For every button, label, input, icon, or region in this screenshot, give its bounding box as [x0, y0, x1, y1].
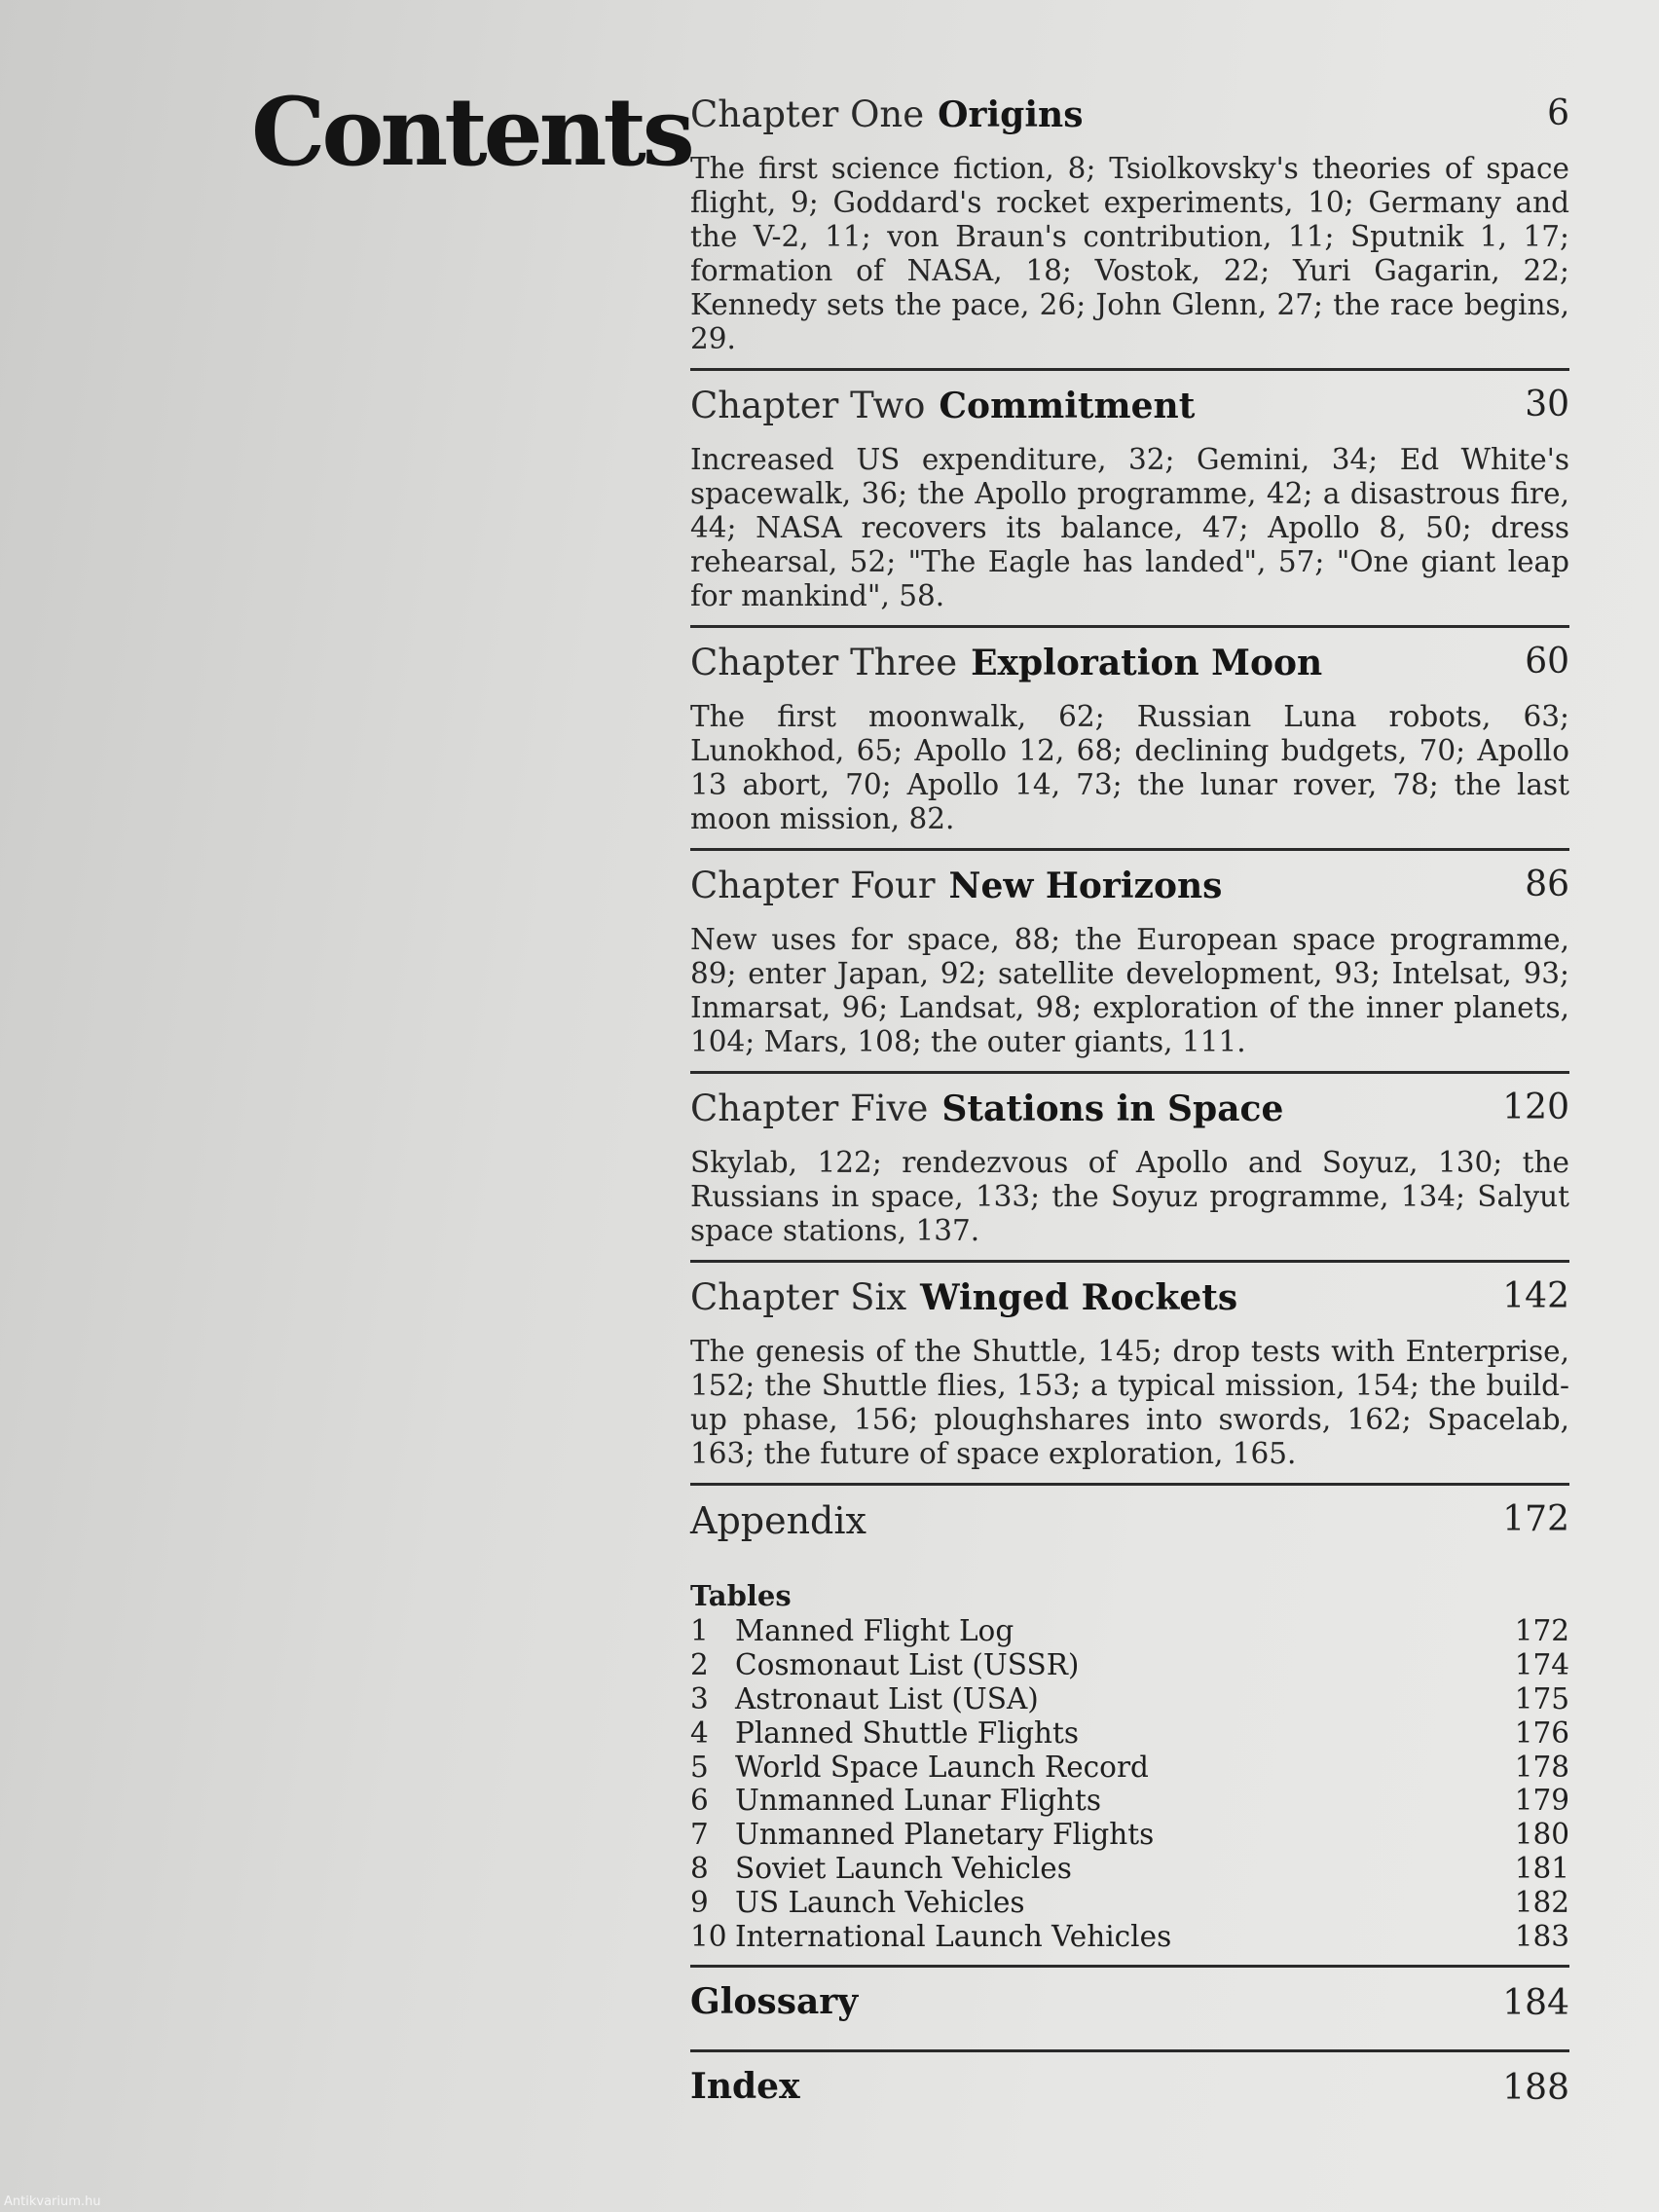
- table-row: [690, 1614, 1569, 1648]
- table-number: 8: [690, 1851, 709, 1885]
- chapter-label: Chapter Four: [690, 865, 936, 906]
- chapter-description: The genesis of the Shuttle, 145; drop tests with Enterprise, 152; the Shuttle flies, 153; a typical mission, 154; the build-up phase, 156; ploughshares into swords, 162; Spacelab, 163; the future of space exploration, 165.: [690, 1335, 1569, 1470]
- table-page: 179: [1514, 1784, 1569, 1818]
- chapter-heading: [690, 93, 1569, 152]
- section-divider: [690, 1965, 1569, 1968]
- chapter-title: Exploration Moon: [971, 643, 1323, 683]
- table-page: 180: [1514, 1818, 1569, 1852]
- glossary-entry: [690, 1981, 1569, 2038]
- chapter-page: 30: [1525, 385, 1569, 424]
- chapter-heading: [690, 385, 1569, 443]
- chapter-entry: [690, 642, 1569, 851]
- section-divider: [690, 1483, 1569, 1486]
- chapter-title: Origins: [938, 94, 1084, 135]
- table-row: [690, 1715, 1569, 1750]
- table-number: 4: [690, 1715, 709, 1750]
- section-divider: [690, 1260, 1569, 1263]
- table-row: [690, 1750, 1569, 1784]
- table-row: [690, 1784, 1569, 1818]
- watermark: Antikvarium.hu: [4, 2194, 101, 2209]
- appendix-page: 172: [1502, 1499, 1569, 1539]
- chapter-list: [690, 93, 1569, 1486]
- table-name: Astronaut List (USA): [735, 1681, 1039, 1715]
- chapter-description: Skylab, 122; rendezvous of Apollo and Soyuz, 130; the Russians in space, 133; the Soyuz programme, 134; Salyut space stations, 137.: [690, 1146, 1569, 1247]
- chapter-description: The first science fiction, 8; Tsiolkovsky's theories of space flight, 9; Goddard's rocket experiments, 10; Germany and the V-2, 11; von Braun's contribution, 11; Sputnik 1, 17; formation of NASA, 18; Vostok, 22; Yuri Gagarin, 22; Kennedy sets the pace, 26; John Glenn, 27; the race begins, 29.: [690, 152, 1569, 355]
- page-title: Contents: [251, 77, 691, 187]
- chapter-label: Chapter Six: [690, 1276, 907, 1318]
- chapter-page: 120: [1502, 1088, 1569, 1127]
- table-page: 183: [1514, 1919, 1569, 1953]
- chapter-description: Increased US expenditure, 32; Gemini, 34; Ed White's spacewalk, 36; the Apollo programme, 42; a disastrous fire, 44; NASA recovers its balance, 47; Apollo 8, 50; dress rehearsal, 52; "The Eagle has landed", 57; "One giant leap for mankind", 58.: [690, 443, 1569, 612]
- table-name: Unmanned Lunar Flights: [735, 1784, 1102, 1818]
- table-number: 6: [690, 1784, 709, 1818]
- chapter-title: New Horizons: [948, 866, 1223, 906]
- table-number: 2: [690, 1648, 709, 1682]
- chapter-heading: [690, 1276, 1569, 1335]
- index-title: Index: [690, 2065, 800, 2107]
- table-page: 182: [1514, 1885, 1569, 1919]
- section-divider: [690, 625, 1569, 628]
- index-page: 188: [1502, 2067, 1569, 2108]
- table-page: 172: [1514, 1614, 1569, 1648]
- glossary-page: 184: [1502, 1982, 1569, 2023]
- table-row: [690, 1818, 1569, 1852]
- table-number: 1: [690, 1614, 709, 1648]
- tables-label: Tables: [690, 1579, 792, 1612]
- table-row: [690, 1919, 1569, 1953]
- chapter-page: 142: [1502, 1276, 1569, 1316]
- chapter-entry: [690, 1088, 1569, 1263]
- chapter-description: New uses for space, 88; the European space programme, 89; enter Japan, 92; satellite development, 93; Intelsat, 93; Inmarsat, 96; Landsat, 98; exploration of the inner planets, 104; Mars, 108; the outer giants, 111.: [690, 923, 1569, 1058]
- table-number: 10: [690, 1919, 727, 1953]
- table-page: 181: [1514, 1851, 1569, 1885]
- appendix-section: [690, 1499, 1569, 1953]
- chapter-title: Winged Rockets: [920, 1277, 1238, 1318]
- table-number: 5: [690, 1750, 709, 1784]
- chapter-entry: [690, 93, 1569, 371]
- table-name: Manned Flight Log: [735, 1614, 1014, 1648]
- chapter-label: Chapter Three: [690, 642, 958, 683]
- table-page: 178: [1514, 1750, 1569, 1784]
- index-entry: [690, 2066, 1569, 2122]
- chapter-entry: [690, 865, 1569, 1074]
- chapter-heading: [690, 865, 1569, 923]
- table-page: 175: [1514, 1681, 1569, 1715]
- section-divider: [690, 848, 1569, 851]
- glossary-title: Glossary: [690, 1980, 859, 2022]
- appendix-heading: [690, 1499, 1569, 1558]
- table-number: 9: [690, 1885, 709, 1919]
- chapter-entry: [690, 385, 1569, 628]
- tables-list: [690, 1614, 1569, 1953]
- table-name: Cosmonaut List (USSR): [735, 1648, 1080, 1682]
- table-row: [690, 1682, 1569, 1716]
- table-name: World Space Launch Record: [735, 1750, 1149, 1784]
- contents-list: [690, 93, 1569, 2122]
- table-page: 176: [1514, 1715, 1569, 1750]
- chapter-label: Chapter Five: [690, 1088, 929, 1129]
- chapter-title: Commitment: [939, 386, 1196, 426]
- table-name: Planned Shuttle Flights: [735, 1715, 1079, 1750]
- chapter-title: Stations in Space: [941, 1088, 1284, 1129]
- section-divider: [690, 1071, 1569, 1074]
- table-name: Unmanned Planetary Flights: [735, 1818, 1155, 1852]
- appendix-title: Appendix: [690, 1499, 866, 1542]
- table-number: 3: [690, 1681, 709, 1715]
- chapter-entry: [690, 1276, 1569, 1486]
- table-row: [690, 1852, 1569, 1886]
- chapter-page: 6: [1547, 93, 1569, 133]
- chapter-heading: [690, 1088, 1569, 1146]
- section-divider: [690, 368, 1569, 371]
- chapter-page: 60: [1525, 642, 1569, 682]
- section-divider: [690, 2049, 1569, 2052]
- table-name: Soviet Launch Vehicles: [735, 1851, 1072, 1885]
- chapter-label: Chapter Two: [690, 385, 926, 426]
- table-row: [690, 1885, 1569, 1919]
- table-name: US Launch Vehicles: [735, 1885, 1025, 1919]
- table-page: 174: [1514, 1648, 1569, 1682]
- chapter-heading: [690, 642, 1569, 700]
- chapter-label: Chapter One: [690, 93, 925, 135]
- chapter-page: 86: [1525, 865, 1569, 904]
- table-row: [690, 1648, 1569, 1682]
- table-number: 7: [690, 1818, 709, 1852]
- table-name: International Launch Vehicles: [735, 1919, 1172, 1953]
- chapter-description: The first moonwalk, 62; Russian Luna robots, 63; Lunokhod, 65; Apollo 12, 68; declining budgets, 70; Apollo 13 abort, 70; Apollo 14, 73; the lunar rover, 78; the last moon mission, 82.: [690, 700, 1569, 835]
